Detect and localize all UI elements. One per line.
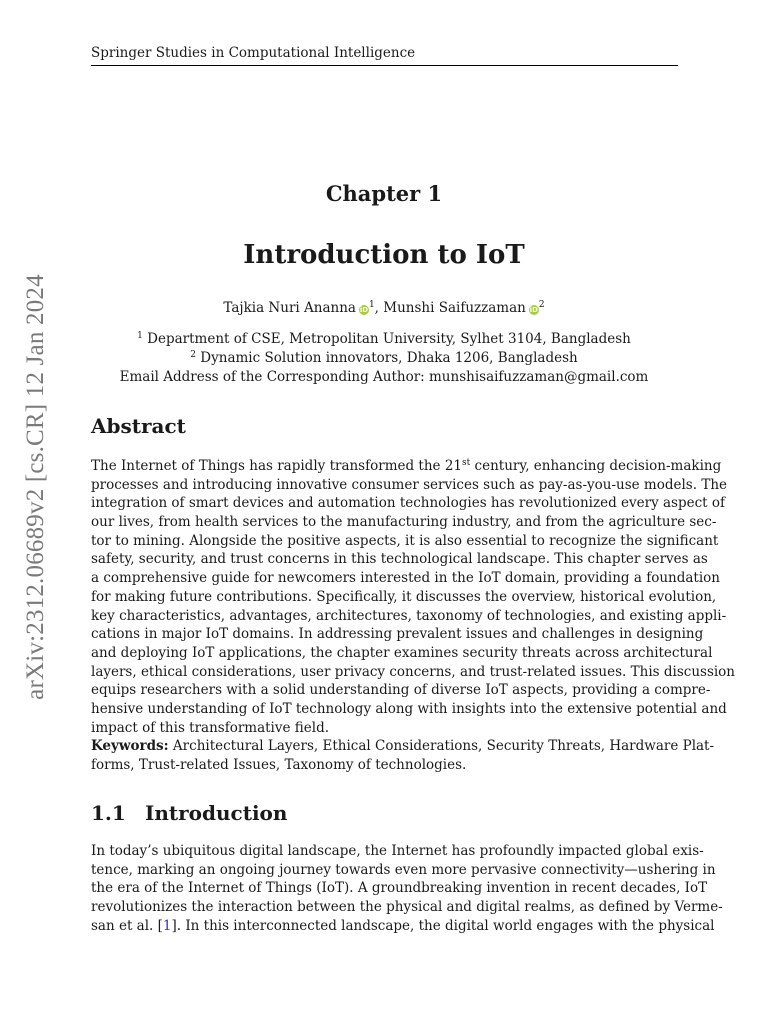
affiliation-2	[0, 349, 768, 367]
orcid-icon[interactable]: iD	[359, 306, 369, 314]
abstract-line: cations in major IoT domains. In addressing prevalent issues and challenges in designing	[91, 626, 704, 643]
intro-line: In today’s ubiquitous digital landscape, the Internet has profoundly impacted global exis-	[91, 843, 704, 859]
abstract-line: equips researchers with a solid understanding of diverse IoT aspects, providing a compre-	[91, 682, 711, 699]
affiliation-mark: 1	[137, 331, 143, 341]
author-name: Tajkia Nuri Ananna	[223, 300, 356, 316]
abstract-line: hensive understanding of IoT technology along with insights into the extensive potential and	[91, 700, 727, 717]
arxiv-stamp-text: arXiv:2312.06689v2 [cs.CR] 12 Jan 2024	[22, 274, 49, 700]
abstract-line: key characteristics, advantages, architectures, taxonomy of technologies, and existing appli-	[91, 607, 727, 624]
abstract-line: for making future contributions. Specifically, it discusses the overview, historical evolution,	[91, 588, 717, 605]
running-header	[91, 44, 678, 66]
abstract-text: century, enhancing decision-making	[470, 458, 722, 474]
intro-text: san et al. [	[91, 917, 163, 934]
author-separator: ,	[374, 300, 384, 316]
abstract-line: integration of smart devices and automation technologies has revolutionized every aspect of	[91, 495, 725, 512]
intro-line: revolutionizes the interaction between the physical and digital realms, as defined by Verme-	[91, 899, 723, 916]
abstract-line: tor to mining. Alongside the positive aspects, it is also essential to recognize the significant	[91, 532, 719, 549]
keywords-line	[91, 737, 715, 756]
ordinal-suffix: st	[462, 458, 471, 468]
affiliation-text: Dynamic Solution innovators, Dhaka 1206, Bangladesh	[196, 350, 578, 366]
orcid-icon[interactable]: iD	[529, 306, 538, 314]
abstract-line: processes and introducing innovative consumer services such as pay-as-you-use models. The	[91, 476, 728, 493]
abstract-line: and deploying IoT applications, the chapter examines security threats across architectural	[91, 644, 713, 661]
abstract-line: layers, ethical considerations, user privacy concerns, and trust-related issues. This discussion	[91, 663, 736, 680]
author-affiliation-mark: 1	[368, 300, 375, 310]
author-name: Munshi Saifuzzaman	[383, 300, 526, 316]
abstract-line: a comprehensive guide for newcomers interested in the IoT domain, providing a foundation	[91, 570, 720, 587]
abstract-heading: Abstract	[91, 414, 186, 438]
section-title: Introduction	[145, 801, 288, 825]
affiliation-text: Department of CSE, Metropolitan University, Sylhet 3104, Bangladesh	[142, 331, 631, 347]
affiliation-1	[0, 330, 768, 348]
keywords-text: Architectural Layers, Ethical Considerations, Security Threats, Hardware Plat-	[168, 738, 715, 755]
chapter-label: Chapter 1	[325, 181, 443, 206]
abstract-line	[91, 457, 722, 476]
abstract-body	[91, 457, 736, 775]
keywords-line: forms, Trust-related Issues, Taxonomy of technologies.	[91, 757, 467, 773]
series-title: Springer Studies in Computational Intelligence	[91, 45, 416, 61]
citation-link[interactable]: 1	[162, 917, 172, 934]
intro-line: the era of the Internet of Things (IoT). A groundbreaking invention in recent decades, IoT	[91, 880, 708, 897]
section-number: 1.1	[91, 801, 126, 825]
abstract-line: safety, security, and trust concerns in this technological landscape. This chapter serves as	[91, 551, 708, 568]
corresponding-email: Email Address of the Corresponding Author: munshisaifuzzaman@gmail.com	[119, 369, 649, 385]
introduction-heading	[91, 800, 287, 826]
introduction-body	[91, 842, 723, 935]
abstract-text: The Internet of Things has rapidly transformed the 21	[91, 458, 462, 474]
intro-line: tence, marking an ongoing journey towards even more pervasive connectivity—ushering in	[91, 861, 716, 878]
intro-text: ]. In this interconnected landscape, the digital world engages with the physical	[171, 917, 715, 934]
chapter-title: Introduction to IoT	[243, 240, 525, 270]
author-list	[0, 298, 768, 318]
keywords-label: Keywords:	[91, 738, 169, 755]
author-affiliation-mark: 2	[538, 300, 545, 310]
abstract-line: our lives, from health services to the manufacturing industry, and from the agriculture sec-	[91, 514, 717, 531]
intro-line	[91, 917, 715, 936]
abstract-line: impact of this transformative field.	[91, 719, 330, 736]
affiliation-mark: 2	[190, 350, 197, 360]
